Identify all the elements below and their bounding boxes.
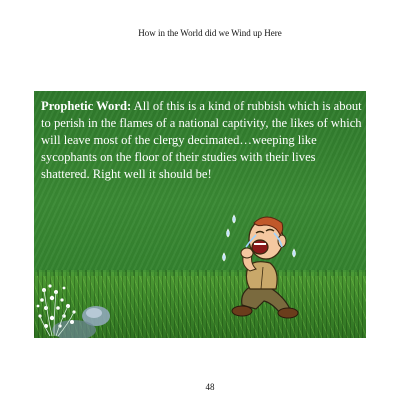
prophetic-word-lead: Prophetic Word:	[41, 99, 132, 113]
prophetic-word-text	[41, 98, 363, 183]
white-flowers-icon	[34, 278, 114, 338]
prophetic-word-body: All of this is a kind of rubbish which is about to perish in the flames of a national captivity, the likes of which will leave most of the clergy decimated…weeping like sycophants on the floor of their studies with their lives shattered. Right well it should be!	[41, 99, 362, 181]
slide	[34, 91, 366, 338]
weeping-cartoon-man-icon	[220, 209, 302, 321]
page-header: How in the World did we Wind up Here	[138, 28, 282, 38]
grass-edge	[34, 270, 366, 276]
page-number: 48	[205, 382, 215, 392]
